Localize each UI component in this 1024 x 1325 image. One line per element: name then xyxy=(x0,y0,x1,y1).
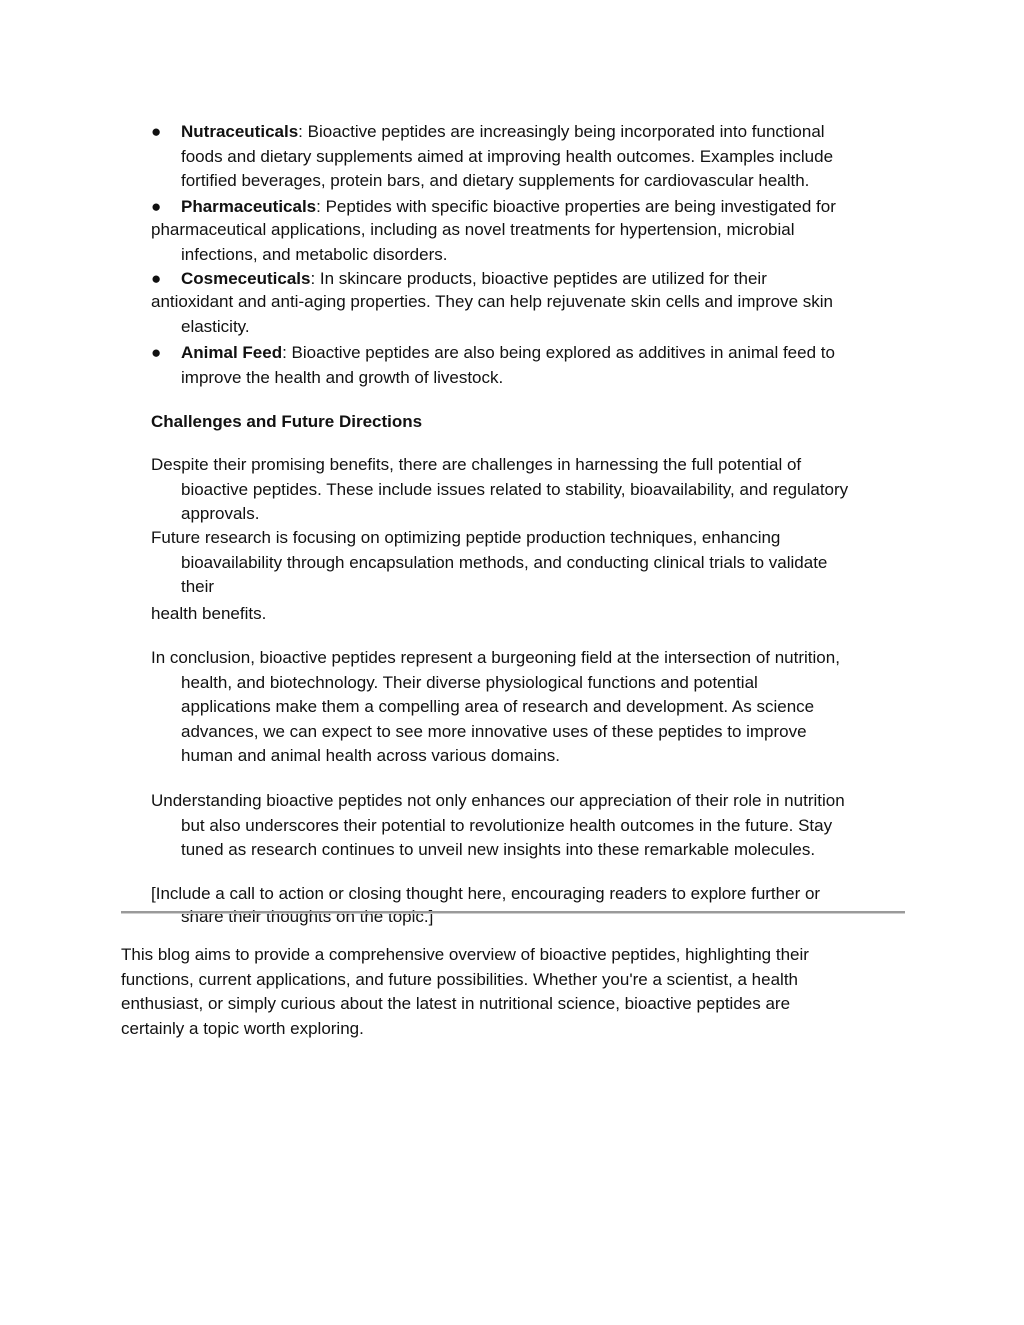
bullet-first-line xyxy=(151,341,905,366)
understanding-paragraph xyxy=(151,789,905,863)
paragraph-line: share their thoughts on the topic.] xyxy=(181,907,434,926)
paragraph-line: functions, current applications, and future possibilities. Whether you're a scientist, a health xyxy=(121,969,798,989)
paragraph-line: applications make them a compelling area of research and development. As science xyxy=(181,697,815,716)
paragraph-line: approvals. xyxy=(181,504,260,523)
bullet-first-line xyxy=(151,267,905,290)
paragraph-line: advances, we can expect to see more innovative uses of these peptides to improve xyxy=(181,721,807,741)
bullet-text: : Peptides with specific bioactive properties are being investigated for xyxy=(316,197,836,216)
bullet-continuation: elasticity. xyxy=(181,316,250,336)
challenges-paragraph xyxy=(151,453,905,527)
paragraph-line: tuned as research continues to unveil new insights into these remarkable molecules. xyxy=(181,840,816,859)
bullet-term: Pharmaceuticals xyxy=(181,197,317,216)
summary-paragraph xyxy=(121,943,905,1041)
bullet-term: Animal Feed xyxy=(181,343,283,362)
future-research-paragraph xyxy=(151,526,905,600)
bullet-text: : Bioactive peptides are increasingly being incorporated into functional xyxy=(298,122,825,141)
paragraph-line: This blog aims to provide a comprehensive overview of bioactive peptides, highlighting their xyxy=(121,945,809,964)
call-to-action-placeholder xyxy=(151,882,905,928)
paragraph-line: bioavailability through encapsulation methods, and conducting clinical trials to validate xyxy=(181,552,828,572)
paragraph-line: In conclusion, bioactive peptides represent a burgeoning field at the intersection of nutrition, xyxy=(151,648,840,667)
bullet-continuation: fortified beverages, protein bars, and dietary supplements for cardiovascular health. xyxy=(181,171,810,190)
paragraph-line: Future research is focusing on optimizing peptide production techniques, enhancing xyxy=(151,528,781,547)
paragraph-line: certainly a topic worth exploring. xyxy=(121,1018,364,1038)
bullet-item-nutraceuticals xyxy=(151,120,905,194)
bullet-term: Nutraceuticals xyxy=(181,122,299,141)
future-research-tail: health benefits. xyxy=(151,604,267,623)
bullet-item-cosmeceuticals xyxy=(151,267,905,339)
bullet-continuation: improve the health and growth of livestock. xyxy=(181,367,504,387)
bullet-continuation: infections, and metabolic disorders. xyxy=(181,244,448,264)
paragraph-line: their xyxy=(181,577,215,596)
paragraph-line: health, and biotechnology. Their diverse physiological functions and potential xyxy=(181,672,758,692)
bullet-dot: ● xyxy=(151,343,162,362)
bullet-item-animal-feed xyxy=(151,341,905,390)
paragraph-line: human and animal health across various domains. xyxy=(181,746,560,765)
paragraph-line: but also underscores their potential to revolutionize health outcomes in the future. Stay xyxy=(181,815,833,835)
bullet-continuation: antioxidant and anti-aging properties. They can help rejuvenate skin cells and improve skin xyxy=(151,292,833,311)
bullet-item-pharmaceuticals xyxy=(151,195,905,267)
horizontal-divider xyxy=(121,911,905,913)
section-heading: Challenges and Future Directions xyxy=(151,412,423,431)
bullet-first-line xyxy=(151,195,905,218)
paragraph-line: bioactive peptides. These include issues related to stability, bioavailability, and regulatory xyxy=(181,479,849,499)
bullet-first-line xyxy=(151,120,905,145)
conclusion-paragraph xyxy=(151,646,905,769)
bullet-continuation: foods and dietary supplements aimed at improving health outcomes. Examples include xyxy=(181,146,834,166)
paragraph-line: [Include a call to action or closing thought here, encouraging readers to explore further or xyxy=(151,884,821,903)
bullet-term: Cosmeceuticals xyxy=(181,269,311,288)
paragraph-line: Understanding bioactive peptides not only enhances our appreciation of their role in nutrition xyxy=(151,791,845,810)
paragraph-line: Despite their promising benefits, there are challenges in harnessing the full potential of xyxy=(151,455,802,474)
bullet-text: : Bioactive peptides are also being explored as additives in animal feed to xyxy=(282,343,835,362)
bullet-continuation: pharmaceutical applications, including as novel treatments for hypertension, microbial xyxy=(151,220,795,239)
bullet-dot: ● xyxy=(151,122,162,141)
paragraph-line: enthusiast, or simply curious about the latest in nutritional science, bioactive peptides are xyxy=(121,994,791,1013)
bullet-dot: ● xyxy=(151,197,162,216)
bullet-dot: ● xyxy=(151,269,162,288)
bullet-text: : In skincare products, bioactive peptides are utilized for their xyxy=(310,269,767,288)
